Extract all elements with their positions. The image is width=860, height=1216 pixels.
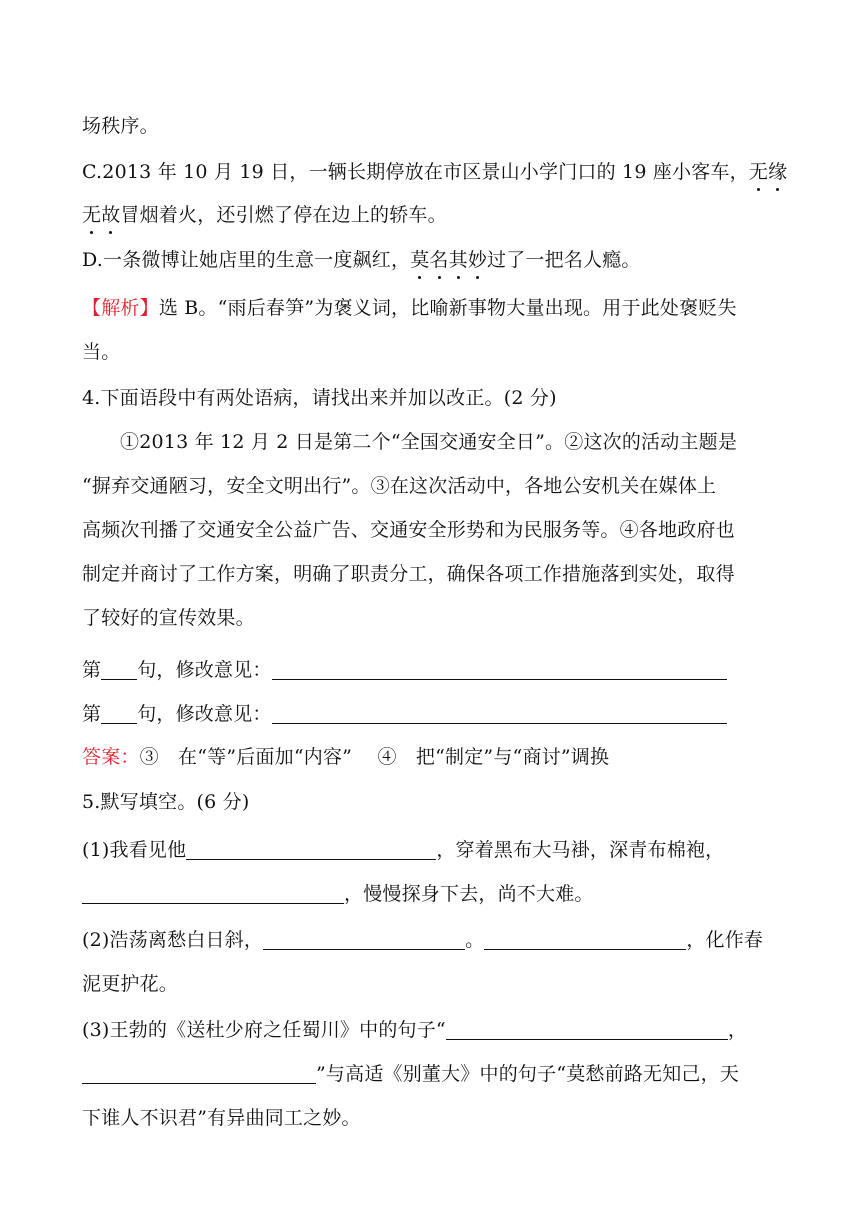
item-text: (2)浩荡离愁白日斜， — [82, 929, 264, 951]
dotted-char: 莫 — [410, 249, 430, 271]
q4-fill-row-2 — [82, 702, 727, 726]
dotted-char: 其 — [448, 249, 468, 271]
dotted-char: 无 — [82, 204, 102, 226]
item-text: (3)王勃的《送杜少府之任蜀川》中的句子“ — [82, 1019, 446, 1041]
option-c-text-end: 冒烟着火，还引燃了停在边上的轿车。 — [120, 204, 447, 226]
dotted-phrase — [410, 249, 487, 271]
q4-paragraph-line: 制定并商讨了工作方案，明确了职责分工，确保各项工作措施落到实处，取得 — [82, 563, 735, 585]
analysis-tag: 【解析】 — [82, 297, 159, 319]
item-text: 。 — [465, 929, 485, 951]
dotted-phrase — [749, 161, 787, 183]
dotted-char: 故 — [101, 204, 121, 226]
q4-paragraph-line: 了较好的宣传效果。 — [82, 607, 255, 629]
item-text: ，穿着黑布大马褂，深青布棉袍， — [436, 839, 725, 861]
sentence-number-blank[interactable] — [101, 703, 137, 724]
q4-paragraph-line: 高频次刊播了交通安全公益广告、交通安全形势和为民服务等。④各地政府也 — [82, 519, 735, 541]
analysis-line1 — [82, 296, 737, 320]
item-text: ”与高适《别董大》中的句子“莫愁前路无知己，天 — [316, 1063, 740, 1085]
dotted-phrase — [82, 204, 120, 226]
analysis-text: 选 B。“雨后春笋”为褒义词，比喻新事物大量出现。用于此处褒贬失 — [158, 297, 737, 319]
item-text: ，化作春 — [686, 929, 764, 951]
answer-blank[interactable] — [82, 1063, 316, 1084]
fill-prefix: 第 — [82, 659, 102, 681]
dotted-char: 名 — [429, 249, 449, 271]
revision-blank[interactable] — [272, 659, 727, 680]
answer-blank[interactable] — [82, 883, 344, 904]
item-text: ， — [727, 1019, 748, 1041]
option-c-line1 — [82, 160, 787, 184]
q5-item3-line2 — [82, 1062, 739, 1086]
q5-item1-line2 — [82, 882, 594, 906]
q5-item2-line2: 泥更护花。 — [82, 973, 179, 995]
answer-blank[interactable] — [484, 929, 686, 950]
q3-text-line: 场秩序。 — [82, 115, 159, 137]
answer-tag: 答案： — [82, 746, 140, 768]
q4-paragraph-line: ①2013 年 12 月 2 日是第二个“全国交通安全日”。②这次的活动主题是 — [120, 431, 738, 453]
fill-prefix: 第 — [82, 703, 102, 725]
option-c-line2 — [82, 203, 447, 227]
dotted-char: 妙 — [467, 249, 488, 271]
analysis-line2: 当。 — [82, 341, 121, 363]
option-d-line — [82, 248, 641, 272]
sentence-number-blank[interactable] — [101, 659, 137, 680]
option-d-text: D.一条微博让她店里的生意一度飙红， — [82, 249, 411, 271]
q5-item1-line1 — [82, 838, 724, 862]
question-4-title: 4.下面语段中有两处语病，请找出来并加以改正。(2 分) — [82, 387, 557, 409]
option-d-text-end: 过了一把名人瘾。 — [487, 249, 641, 271]
answer-blank[interactable] — [186, 839, 436, 860]
option-c-text: C.2013 年 10 月 19 日，一辆长期停放在市区景山小学门口的 19 座小客车， — [82, 161, 749, 183]
item-text: (1)我看见他 — [82, 839, 187, 861]
q5-item3-line3: 下谁人不识君”有异曲同工之妙。 — [82, 1107, 361, 1129]
q5-item2-line1 — [82, 928, 763, 952]
fill-suffix: 句，修改意见： — [137, 703, 272, 725]
q4-answer-line — [82, 745, 609, 769]
q4-paragraph-line: “摒弃交通陋习，安全文明出行”。③在这次活动中，各地公安机关在媒体上 — [82, 475, 717, 497]
q4-fill-row-1 — [82, 658, 727, 682]
revision-blank[interactable] — [272, 703, 727, 724]
answer-blank[interactable] — [446, 1019, 728, 1040]
fill-suffix: 句，修改意见： — [137, 659, 272, 681]
answer-text: ③ 在“等”后面加“内容” ④ 把“制定”与“商讨”调换 — [139, 746, 610, 768]
question-5-title: 5.默写填空。(6 分) — [82, 791, 250, 813]
answer-blank[interactable] — [263, 929, 465, 950]
q5-item3-line1 — [82, 1018, 747, 1042]
item-text: ，慢慢探身下去，尚不大难。 — [344, 883, 594, 905]
dotted-char: 缘 — [768, 161, 788, 183]
dotted-char: 无 — [748, 161, 769, 183]
